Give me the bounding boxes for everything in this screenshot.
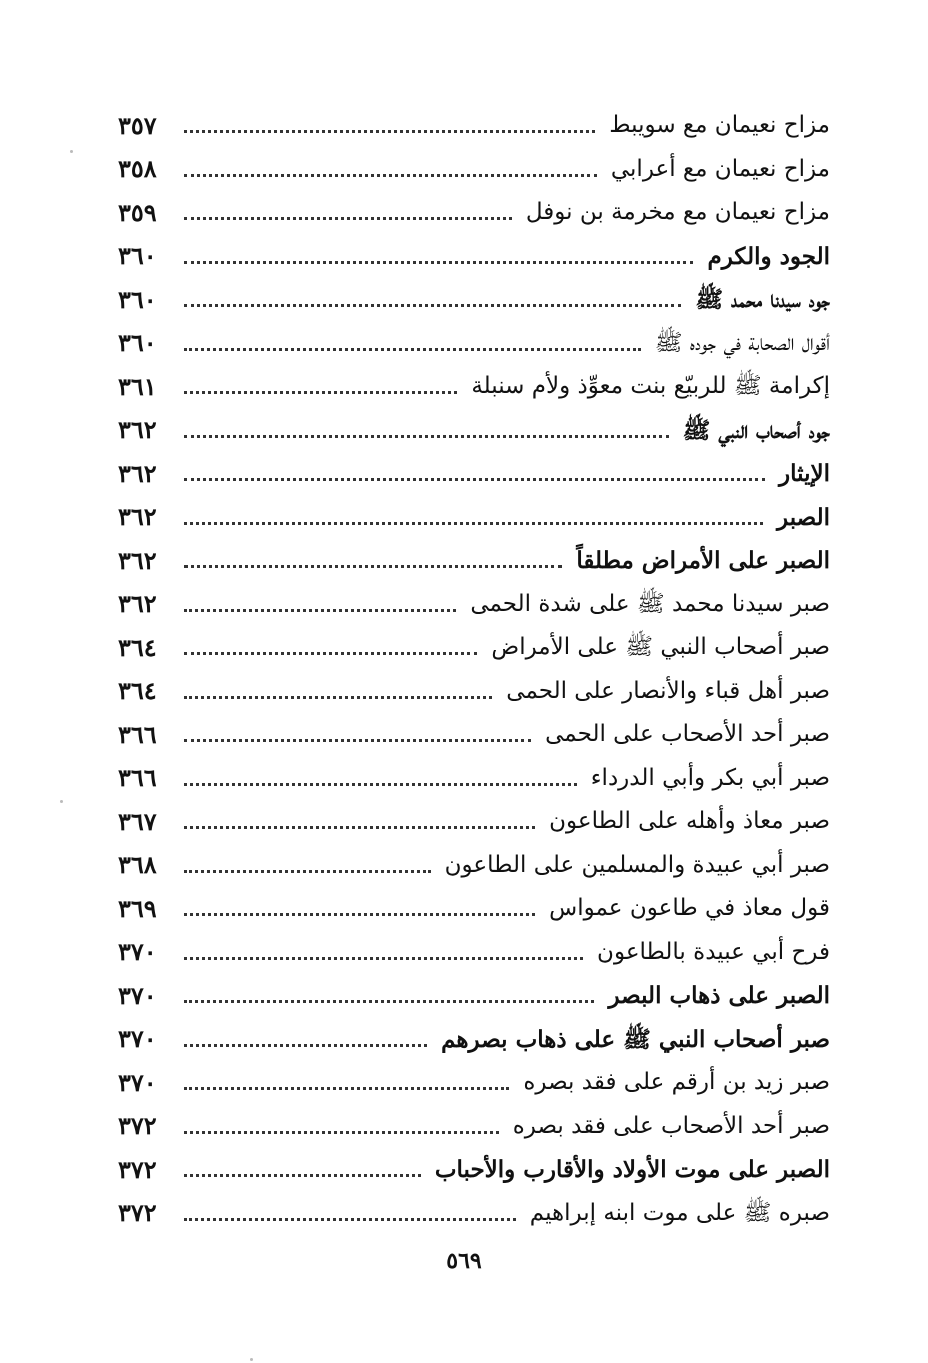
toc-entry-title: الصبر على موت الأولاد والأقارب والأحباب — [434, 1156, 830, 1184]
toc-entry-page: ٣٥٨ — [118, 154, 157, 184]
toc-entry-title: صبر معاذ وأهله على الطاعون — [549, 808, 830, 835]
dot-leader — [184, 696, 492, 699]
toc-entry-page: ٣٥٩ — [118, 197, 157, 227]
toc-entry-title: الجود والكرم — [707, 242, 830, 270]
toc-entry-title: صبر أصحاب النبي ﷺ على ذهاب بصرهم — [441, 1025, 830, 1053]
dot-leader — [184, 130, 595, 133]
toc-entry — [118, 496, 830, 540]
toc-entry-page: ٣٦٦ — [118, 719, 157, 749]
dot-leader — [184, 391, 457, 394]
toc-entry-page: ٣٦٠ — [118, 284, 157, 314]
dot-leader — [184, 348, 641, 351]
toc-entry — [118, 1018, 830, 1062]
toc-entry-title: صبر أبي عبيدة والمسلمين على الطاعون — [444, 851, 830, 878]
dot-leader — [184, 261, 693, 264]
dot-leader — [184, 1044, 427, 1047]
toc-entry-title: صبر أصحاب النبي ﷺ على الأمراض — [491, 634, 830, 661]
dot-leader — [184, 957, 583, 960]
dot-leader — [184, 217, 512, 220]
toc-entry — [118, 539, 830, 583]
toc-entry — [118, 887, 830, 931]
dot-leader — [184, 783, 577, 786]
toc-entry — [118, 931, 830, 975]
toc-entry — [118, 1192, 830, 1236]
table-of-contents — [118, 104, 830, 1235]
page-number: ٥٦٩ — [446, 1248, 482, 1274]
toc-entry — [118, 1105, 830, 1149]
page-speck — [70, 150, 73, 153]
toc-entry-title: صبره ﷺ على موت ابنه إبراهيم — [529, 1199, 830, 1226]
toc-entry-page: ٣٦٨ — [118, 850, 157, 880]
toc-entry-title: صبر أحد الأصحاب على فقد بصره — [512, 1112, 830, 1139]
dot-leader — [184, 435, 669, 438]
toc-entry-title: صبر زيد بن أرقم على فقد بصره — [523, 1069, 830, 1096]
toc-entry-page: ٣٥٧ — [118, 110, 157, 140]
toc-entry-title: صبر أحد الأصحاب على الحمى — [545, 721, 830, 748]
toc-entry-title: فرح أبي عبيدة بالطاعون — [597, 938, 830, 965]
toc-entry-title: الصبر — [777, 503, 830, 531]
toc-entry — [118, 104, 830, 148]
toc-entry-page: ٣٦٤ — [118, 676, 157, 706]
dot-leader — [184, 913, 535, 916]
toc-entry-page: ٣٧٠ — [118, 937, 157, 967]
toc-entry-title: إكرامة ﷺ للربيّع بنت معوِّذ ولأم سنبلة — [471, 373, 830, 400]
toc-entry-title: الصبر على الأمراض مطلقاً — [576, 547, 830, 575]
toc-entry — [118, 322, 830, 366]
toc-entry — [118, 713, 830, 757]
toc-entry-page: ٣٦٠ — [118, 241, 157, 271]
toc-entry-page: ٣٧٢ — [118, 1198, 157, 1228]
toc-entry-page: ٣٦٧ — [118, 806, 157, 836]
toc-entry-title: جود سيدنا محمد ﷺ — [695, 286, 830, 314]
toc-entry-page: ٣٦٤ — [118, 632, 157, 662]
toc-entry-title: أقوال الصحابة في جوده ﷺ — [654, 329, 830, 356]
toc-entry — [118, 626, 830, 670]
toc-entry-page: ٣٦١ — [118, 371, 157, 401]
toc-entry-page: ٣٧٢ — [118, 1111, 157, 1141]
toc-entry-page: ٣٦٩ — [118, 893, 157, 923]
dot-leader — [184, 478, 765, 481]
dot-leader — [184, 1131, 499, 1134]
toc-entry — [118, 409, 830, 453]
toc-entry — [118, 148, 830, 192]
toc-entry-title: مزاح نعيمان مع مخرمة بن نوفل — [525, 199, 830, 226]
toc-entry-title: صبر أبي بكر وأبي الدرداء — [590, 764, 830, 791]
toc-entry — [118, 757, 830, 801]
toc-entry-title: قول معاذ في طاعون عمواس — [549, 895, 830, 922]
toc-entry-page: ٣٦٢ — [118, 458, 157, 488]
toc-entry — [118, 278, 830, 322]
dot-leader — [184, 174, 597, 177]
toc-entry — [118, 191, 830, 235]
toc-entry-title: صبر أهل قباء والأنصار على الحمى — [506, 677, 830, 704]
toc-entry-title: جود أصحاب النبي ﷺ — [682, 416, 830, 444]
page-speck — [60, 800, 63, 803]
toc-entry — [118, 1148, 830, 1192]
toc-entry-title: الإيثار — [779, 460, 830, 488]
toc-entry-page: ٣٦٢ — [118, 415, 157, 445]
toc-entry — [118, 844, 830, 888]
toc-entry-page: ٣٦٠ — [118, 328, 157, 358]
dot-leader — [184, 739, 531, 742]
dot-leader — [184, 1087, 509, 1090]
dot-leader — [184, 522, 763, 525]
toc-entry-page: ٣٧٠ — [118, 1067, 157, 1097]
toc-entry-title: مزاح نعيمان مع أعرابي — [610, 155, 830, 182]
page-speck — [250, 1358, 253, 1361]
toc-entry — [118, 670, 830, 714]
toc-entry-page: ٣٦٢ — [118, 502, 157, 532]
toc-entry-title: الصبر على ذهاب البصر — [608, 982, 830, 1010]
dot-leader — [184, 565, 562, 568]
dot-leader — [184, 1174, 421, 1177]
dot-leader — [184, 826, 535, 829]
toc-entry-page: ٣٦٢ — [118, 545, 157, 575]
toc-entry — [118, 1061, 830, 1105]
dot-leader — [184, 652, 477, 655]
dot-leader — [184, 870, 431, 873]
toc-entry — [118, 235, 830, 279]
dot-leader — [184, 304, 681, 307]
toc-entry-page: ٣٦٦ — [118, 763, 157, 793]
toc-entry — [118, 365, 830, 409]
toc-entry — [118, 452, 830, 496]
toc-entry-page: ٣٧٠ — [118, 980, 157, 1010]
toc-entry-title: مزاح نعيمان مع سويبط — [609, 112, 830, 139]
toc-entry-page: ٣٧٠ — [118, 1024, 157, 1054]
toc-entry-title: صبر سيدنا محمد ﷺ على شدة الحمى — [470, 590, 830, 617]
dot-leader — [184, 1000, 594, 1003]
toc-entry — [118, 974, 830, 1018]
dot-leader — [184, 1218, 516, 1221]
toc-entry-page: ٣٧٢ — [118, 1154, 157, 1184]
toc-entry — [118, 583, 830, 627]
toc-entry-page: ٣٦٢ — [118, 589, 157, 619]
dot-leader — [184, 609, 456, 612]
toc-entry — [118, 800, 830, 844]
